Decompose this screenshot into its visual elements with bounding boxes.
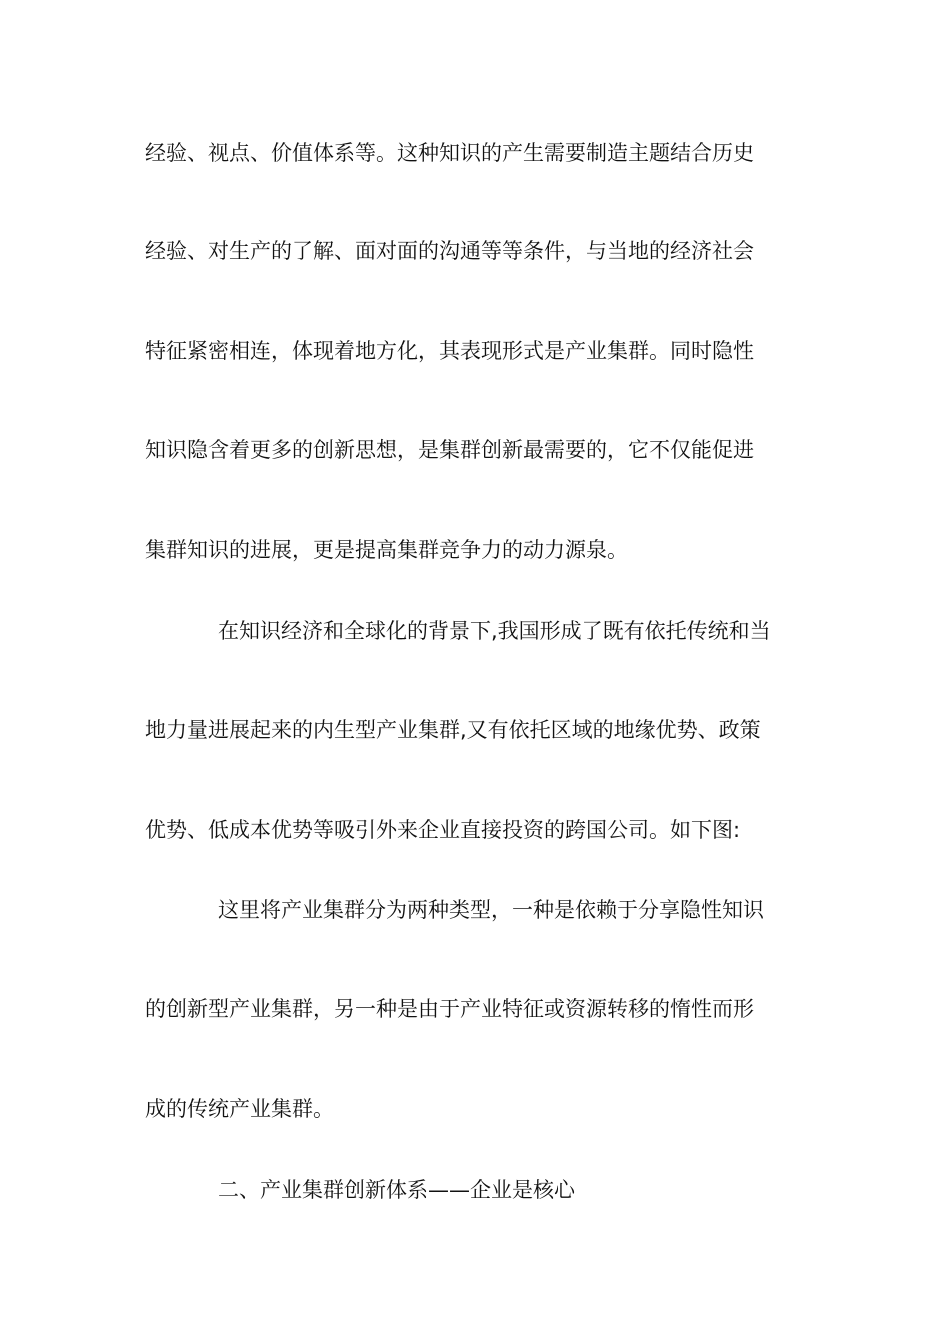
paragraph-line: 优势、低成本优势等吸引外来企业直接投资的跨国公司。如下图: xyxy=(145,818,741,842)
paragraph-line: 经验、视点、价值体系等。这种知识的产生需要制造主题结合历史 xyxy=(145,141,754,165)
paragraph-line: 在知识经济和全球化的背景下,我国形成了既有依托传统和当 xyxy=(218,619,771,643)
section-heading: 二、产业集群创新体系——企业是核心 xyxy=(218,1178,575,1202)
paragraph-line: 这里将产业集群分为两种类型，一种是依赖于分享隐性知识 xyxy=(218,898,764,922)
paragraph-line: 知识隐含着更多的创新思想，是集群创新最需要的，它不仅能促进 xyxy=(145,438,754,462)
paragraph-line: 地力量进展起来的内生型产业集群,又有依托区域的地缘优势、政策 xyxy=(145,718,761,742)
paragraph-line: 集群知识的进展，更是提高集群竞争力的动力源泉。 xyxy=(145,538,628,562)
paragraph-line: 成的传统产业集群。 xyxy=(145,1097,334,1121)
paragraph-line: 经验、对生产的了解、面对面的沟通等等条件，与当地的经济社会 xyxy=(145,239,754,263)
paragraph-line: 的创新型产业集群，另一种是由于产业特征或资源转移的惰性而形 xyxy=(145,997,754,1021)
paragraph-line: 特征紧密相连，体现着地方化，其表现形式是产业集群。同时隐性 xyxy=(145,339,754,363)
